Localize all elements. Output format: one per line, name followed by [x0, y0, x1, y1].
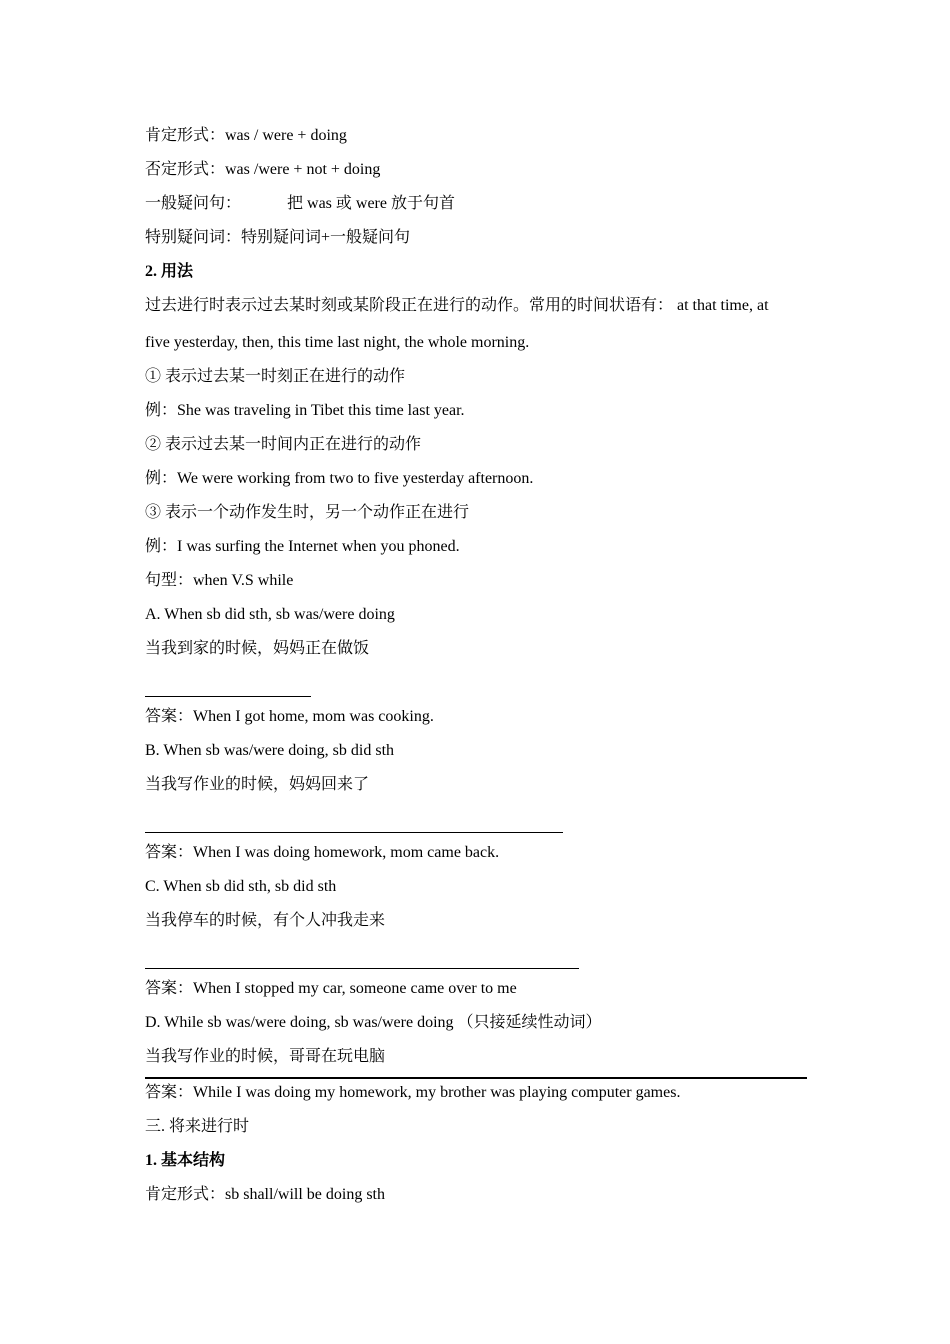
section-3-heading: 三. 将来进行时 — [145, 1118, 250, 1135]
pattern-b-form: B. When sb was/were doing, sb did sth — [145, 742, 395, 759]
example-1: 例：She was traveling in Tibet this time last year. — [145, 402, 465, 419]
pattern-c-answer: 答案：When I stopped my car, someone came over to me — [145, 980, 517, 997]
pattern-b-chinese: 当我写作业的时候，妈妈回来了 — [145, 776, 370, 793]
pattern-c-form: C. When sb did sth, sb did sth — [145, 878, 337, 895]
pattern-a-form: A. When sb did sth, sb was/were doing — [145, 606, 395, 623]
affirmative-form-line: 肯定形式：was / were + doing — [145, 127, 347, 144]
answer-blank-b — [145, 807, 807, 841]
example-2: 例：We were working from two to five yesterday afternoon. — [145, 470, 534, 487]
special-question-line: 特别疑问词：特别疑问词+一般疑问句 — [145, 229, 411, 246]
usage-heading: 2. 用法 — [145, 263, 194, 280]
answer-blank-c — [145, 943, 807, 977]
pattern-a-chinese: 当我到家的时候，妈妈正在做饭 — [145, 640, 370, 657]
example-3: 例：I was surfing the Internet when you phoned. — [145, 538, 460, 555]
usage-point-1: ① 表示过去某一时刻正在进行的动作 — [145, 368, 406, 385]
general-question-rule: 把 was 或 were 放于句首 — [287, 195, 455, 212]
pattern-d-form: D. While sb was/were doing, sb was/were doing （只接延续性动词） — [145, 1014, 602, 1031]
usage-paragraph-line-2: five yesterday, then, this time last night, the whole morning. — [145, 334, 530, 351]
pattern-b-answer: 答案：When I was doing homework, mom came back. — [145, 844, 500, 861]
sentence-pattern: 句型：when V.S while — [145, 572, 294, 589]
answer-blank-a — [145, 671, 807, 705]
pattern-a-answer: 答案：When I got home, mom was cooking. — [145, 708, 434, 725]
general-question-label: 一般疑问句： — [145, 195, 242, 212]
future-affirmative-line: 肯定形式：sb shall/will be doing sth — [145, 1186, 386, 1203]
usage-paragraph-line-1: 过去进行时表示过去某时刻或某阶段正在进行的动作。常用的时间状语有： at that time, at — [145, 297, 769, 314]
pattern-d-chinese: 当我写作业的时候，哥哥在玩电脑 — [145, 1048, 386, 1065]
answer-blank-d — [145, 1077, 807, 1079]
usage-point-2: ② 表示过去某一时间内正在进行的动作 — [145, 436, 422, 453]
negative-form-line: 否定形式：was /were + not + doing — [145, 161, 381, 178]
pattern-d-answer: 答案：While I was doing my homework, my brother was playing computer games. — [145, 1084, 681, 1101]
document-page — [145, 124, 807, 1217]
usage-point-3: ③ 表示一个动作发生时，另一个动作正在进行 — [145, 504, 470, 521]
pattern-c-chinese: 当我停车的时候，有个人冲我走来 — [145, 912, 386, 929]
general-question-line — [145, 192, 807, 226]
basic-structure-heading: 1. 基本结构 — [145, 1152, 226, 1169]
